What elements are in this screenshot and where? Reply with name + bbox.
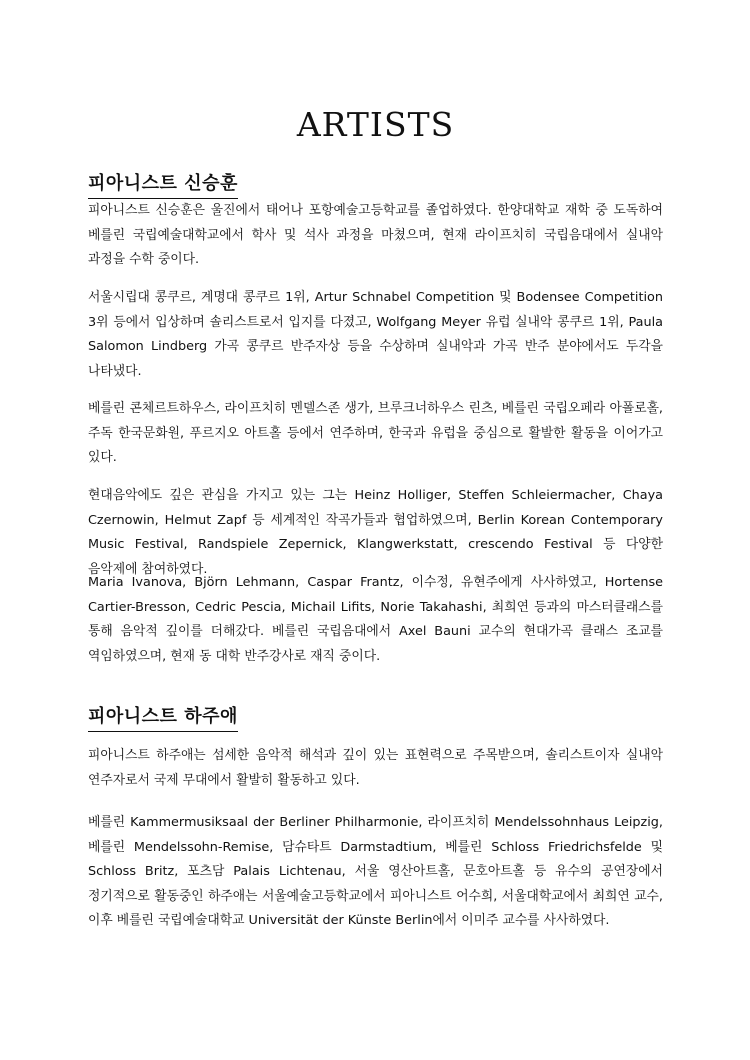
section-heading-ha-juae: 피아니스트 하주애: [88, 705, 238, 732]
bio-paragraph: 베를린 콘체르트하우스, 라이프치히 멘델스존 생가, 브루크너하우스 린츠, 베를린 국립오페라 아폴로홀, 주독 한국문화원, 푸르지오 아트홀 등에서 연주하며, 한국과 유럽을 중심으로 활발한 활동을 이어가고 있다.: [88, 401, 663, 465]
bio-paragraph: 현대음악에도 깊은 관심을 가지고 있는 그는 Heinz Holliger, Steffen Schleiermacher, Chaya Czernowin, Helmut Zapf 등 세계적인 작곡가들과 협업하였으며, Berlin Korean Contemporary Music Festival, Randspiele Zepernick, Klangwerkstatt, crescendo Festival 등 다양한 음악제에 참여하였다.: [88, 488, 663, 577]
page-title: ARTISTS: [296, 105, 455, 144]
bio-paragraph: 피아니스트 하주애는 섬세한 음악적 해석과 깊이 있는 표현력으로 주목받으며, 솔리스트이자 실내악 연주자로서 국제 무대에서 활발히 활동하고 있다.: [88, 748, 663, 788]
section-heading-shin-seunghoon: 피아니스트 신승훈: [88, 172, 238, 199]
bio-paragraph: 베를린 Kammermusiksaal der Berliner Philharmonie, 라이프치히 Mendelssohnhaus Leipzig, 베를린 Mendelssohn-Remise, 담슈타트 Darmstadtium, 베를린 Schloss Friedrichsfelde 및 Schloss Britz, 포츠담 Palais Lichtenau, 서울 영산아트홀, 문호아트홀 등 유수의 공연장에서 정기적으로 활동중인 하주애는 서울예술고등학교에서 피아니스트 어수희, 서울대학교에서 최희연 교수, 이후 베를린 국립예술대학교 Universität der Künste Berlin에서 이미주 교수를 사사하였다.: [88, 815, 663, 928]
bio-paragraph: 피아니스트 신승훈은 울진에서 태어나 포항예술고등학교를 졸업하였다. 한양대학교 재학 중 도독하여 베를린 국립예술대학교에서 학사 및 석사 과정을 마쳤으며, 현재 라이프치히 국립음대에서 실내악 과정을 수학 중이다.: [88, 203, 663, 267]
bio-paragraph: 서울시립대 콩쿠르, 계명대 콩쿠르 1위, Artur Schnabel Competition 및 Bodensee Competition 3위 등에서 입상하며 솔리스트로서 입지를 다졌고, Wolfgang Meyer 유럽 실내악 콩쿠르 1위, Paula Salomon Lindberg 가곡 콩쿠르 반주자상 등을 수상하며 실내악과 가곡 반주 분야에서도 두각을 나타냈다.: [88, 290, 663, 379]
bio-paragraph: Maria Ivanova, Björn Lehmann, Caspar Frantz, 이수정, 유현주에게 사사하였고, Hortense Cartier-Bresson, Cedric Pescia, Michail Lifits, Norie Takahashi, 최희연 등과의 마스터클래스를 통해 음악적 깊이를 더해갔다. 베를린 국립음대에서 Axel Bauni 교수의 현대가곡 클래스 조교를 역임하였으며, 현재 동 대학 반주강사로 재직 중이다.: [88, 575, 663, 664]
document-page: [88, 0, 663, 1060]
